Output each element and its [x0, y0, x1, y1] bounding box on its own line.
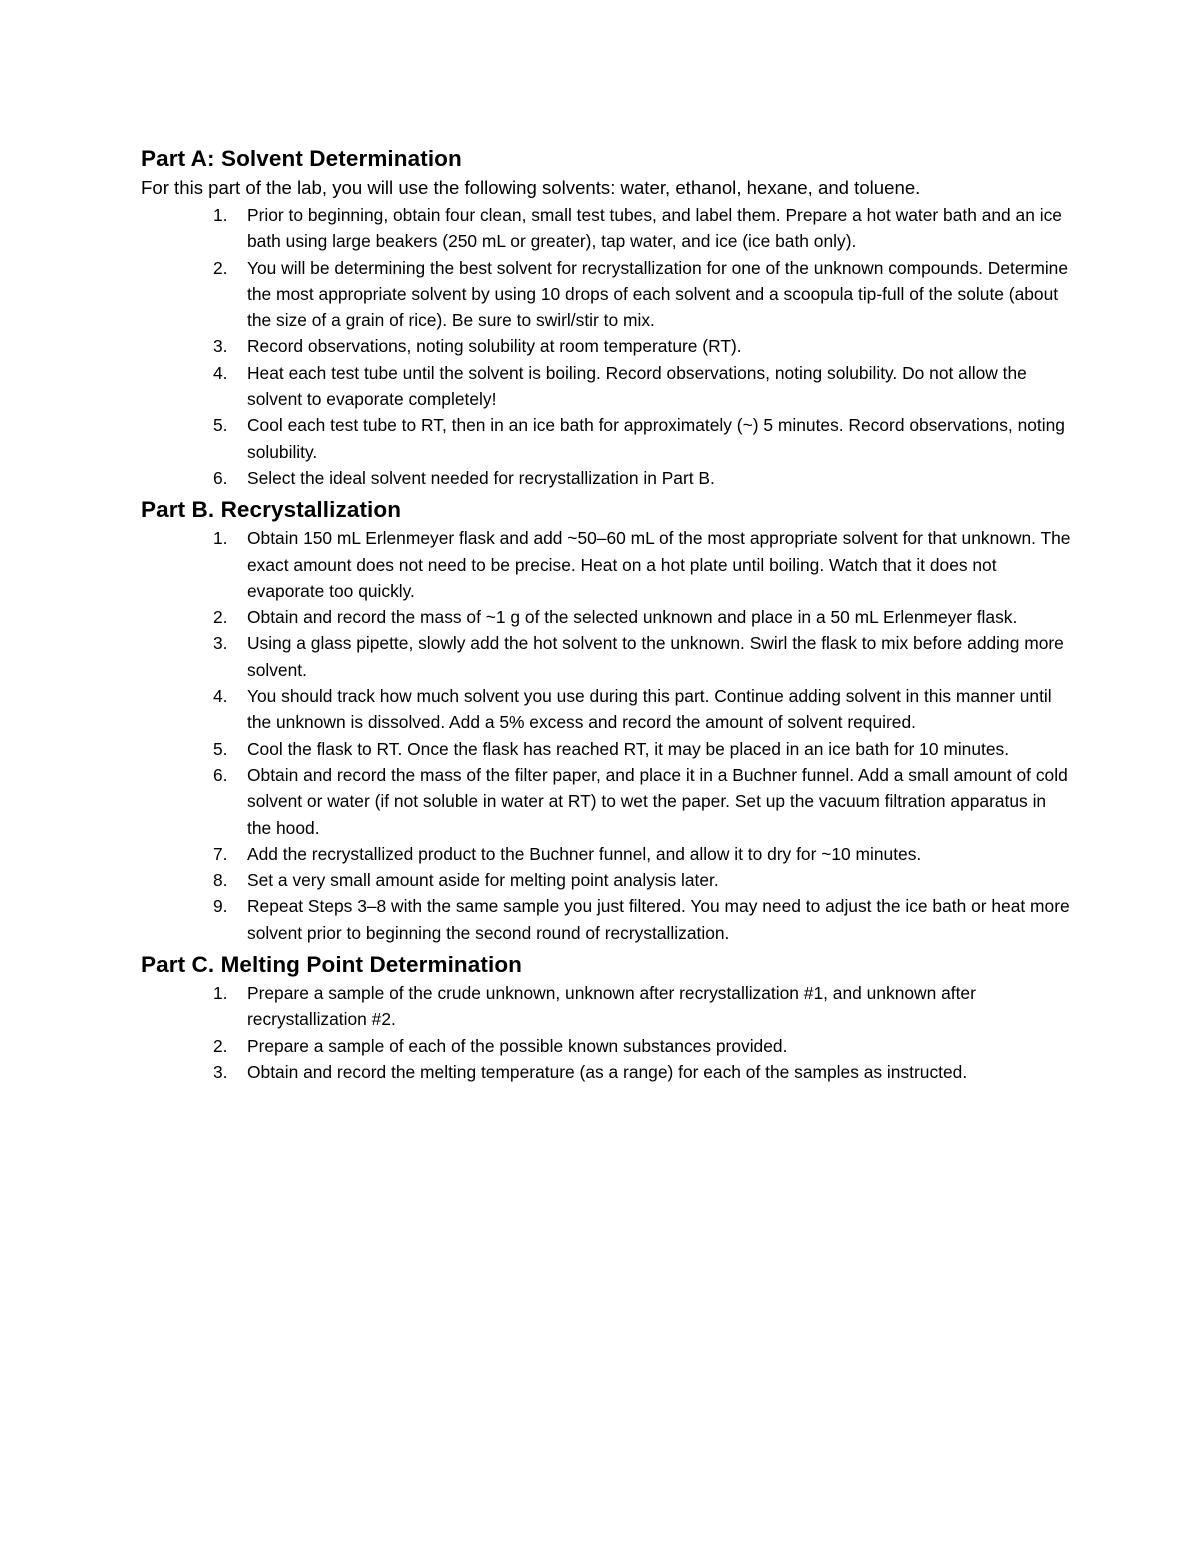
list-item: [141, 980, 1071, 1033]
list-item: [141, 736, 1071, 762]
step-number: 1.: [213, 983, 228, 1004]
step-text: Prior to beginning, obtain four clean, small test tubes, and label them. Prepare a hot water bath and an ice bath using large beakers (250 mL or greater), tap water, and ice (ice bath only).: [247, 205, 1062, 252]
step-text: Obtain 150 mL Erlenmeyer flask and add ~50–60 mL of the most appropriate solvent for that unknown. The exact amount does not need to be precise. Heat on a hot plate until boiling. Watch that it does not evaporate too quickly.: [247, 528, 1071, 601]
step-text: Prepare a sample of the crude unknown, unknown after recrystallization #1, and unknown after recrystallization #2.: [247, 983, 976, 1030]
step-number: 6.: [213, 764, 228, 785]
step-text: You will be determining the best solvent for recrystallization for one of the unknown compounds. Determine the most appropriate solvent by using 10 drops of each solvent and a scoopula tip-full of the solute (about the size of a grain of rice). Be sure to swirl/stir to mix.: [247, 257, 1069, 331]
list-item: [141, 255, 1071, 334]
section-part-a: [141, 144, 1071, 491]
step-number: 8.: [213, 870, 228, 891]
step-number: 5.: [213, 415, 228, 436]
step-number: 3.: [213, 633, 228, 654]
step-number: 1.: [213, 205, 228, 225]
list-item: [141, 630, 1071, 683]
step-number: 4.: [213, 686, 228, 707]
list-item: [141, 683, 1071, 736]
list-item: [141, 202, 1071, 255]
step-number: 4.: [213, 362, 228, 383]
step-number: 3.: [213, 336, 228, 357]
list-item: [141, 333, 1071, 359]
step-text: You should track how much solvent you use during this part. Continue adding solvent in this manner until the unknown is dissolved. Add a 5% excess and record the amount of solvent required.: [247, 686, 1052, 733]
list-item: [141, 412, 1071, 465]
step-text: Obtain and record the melting temperature (as a range) for each of the samples as instructed.: [247, 1061, 968, 1082]
document-page: [141, 144, 1071, 1085]
step-number: 9.: [213, 896, 228, 917]
step-text: Repeat Steps 3–8 with the same sample you just filtered. You may need to adjust the ice bath or heat more solvent prior to beginning the second round of recrystallization.: [247, 896, 1070, 943]
step-text: Cool the flask to RT. Once the flask has reached RT, it may be placed in an ice bath for 10 minutes.: [247, 738, 1010, 759]
list-item: [141, 841, 1071, 867]
step-number: 6.: [213, 467, 228, 488]
section-heading-part-c: Part C. Melting Point Determination: [141, 952, 523, 978]
step-text: Obtain and record the mass of the filter paper, and place it in a Buchner funnel. Add a small amount of cold solvent or water (if not soluble in water at RT) to wet the paper. Set up the vacuum filtration apparatus in the hood.: [247, 764, 1068, 838]
list-item: [141, 465, 1071, 491]
step-text: Using a glass pipette, slowly add the hot solvent to the unknown. Swirl the flask to mix before adding more solvent.: [247, 633, 1064, 680]
step-number: 2.: [213, 257, 228, 278]
step-text: Prepare a sample of each of the possible known substances provided.: [247, 1035, 788, 1056]
step-text: Cool each test tube to RT, then in an ice bath for approximately (~) 5 minutes. Record observations, noting solubility.: [247, 415, 1065, 462]
step-number: 3.: [213, 1061, 228, 1082]
step-text: Select the ideal solvent needed for recrystallization in Part B.: [247, 467, 715, 488]
step-text: Heat each test tube until the solvent is boiling. Record observations, noting solubility. Do not allow the solvent to evaporate completely!: [247, 362, 1027, 410]
step-number: 7.: [213, 843, 228, 864]
step-number: 5.: [213, 738, 228, 759]
step-text: Add the recrystallized product to the Buchner funnel, and allow it to dry for ~10 minutes.: [247, 843, 922, 864]
step-text: Set a very small amount aside for melting point analysis later.: [247, 870, 719, 891]
list-item: [141, 360, 1071, 413]
list-item: [141, 762, 1071, 841]
step-number: 1.: [213, 528, 228, 549]
list-item: [141, 1059, 1071, 1085]
step-text: Record observations, noting solubility at room temperature (RT).: [247, 336, 742, 357]
section-part-b: [141, 495, 1071, 946]
list-item: [141, 604, 1071, 630]
steps-list-part-b: [141, 525, 1071, 946]
step-text: Obtain and record the mass of ~1 g of the selected unknown and place in a 50 mL Erlenmeyer flask.: [247, 607, 1018, 628]
section-intro-part-a: For this part of the lab, you will use the following solvents: water, ethanol, hexane, and toluene.: [141, 177, 921, 198]
list-item: [141, 893, 1071, 946]
step-number: 2.: [213, 1035, 228, 1056]
list-item: [141, 1033, 1071, 1059]
section-part-c: [141, 950, 1071, 1085]
step-number: 2.: [213, 607, 228, 628]
section-heading-part-a: Part A: Solvent Determination: [141, 146, 462, 171]
steps-list-part-a: [141, 202, 1071, 491]
steps-list-part-c: [141, 980, 1071, 1085]
list-item: [141, 867, 1071, 893]
section-heading-part-b: Part B. Recrystallization: [141, 497, 402, 523]
list-item: [141, 525, 1071, 604]
